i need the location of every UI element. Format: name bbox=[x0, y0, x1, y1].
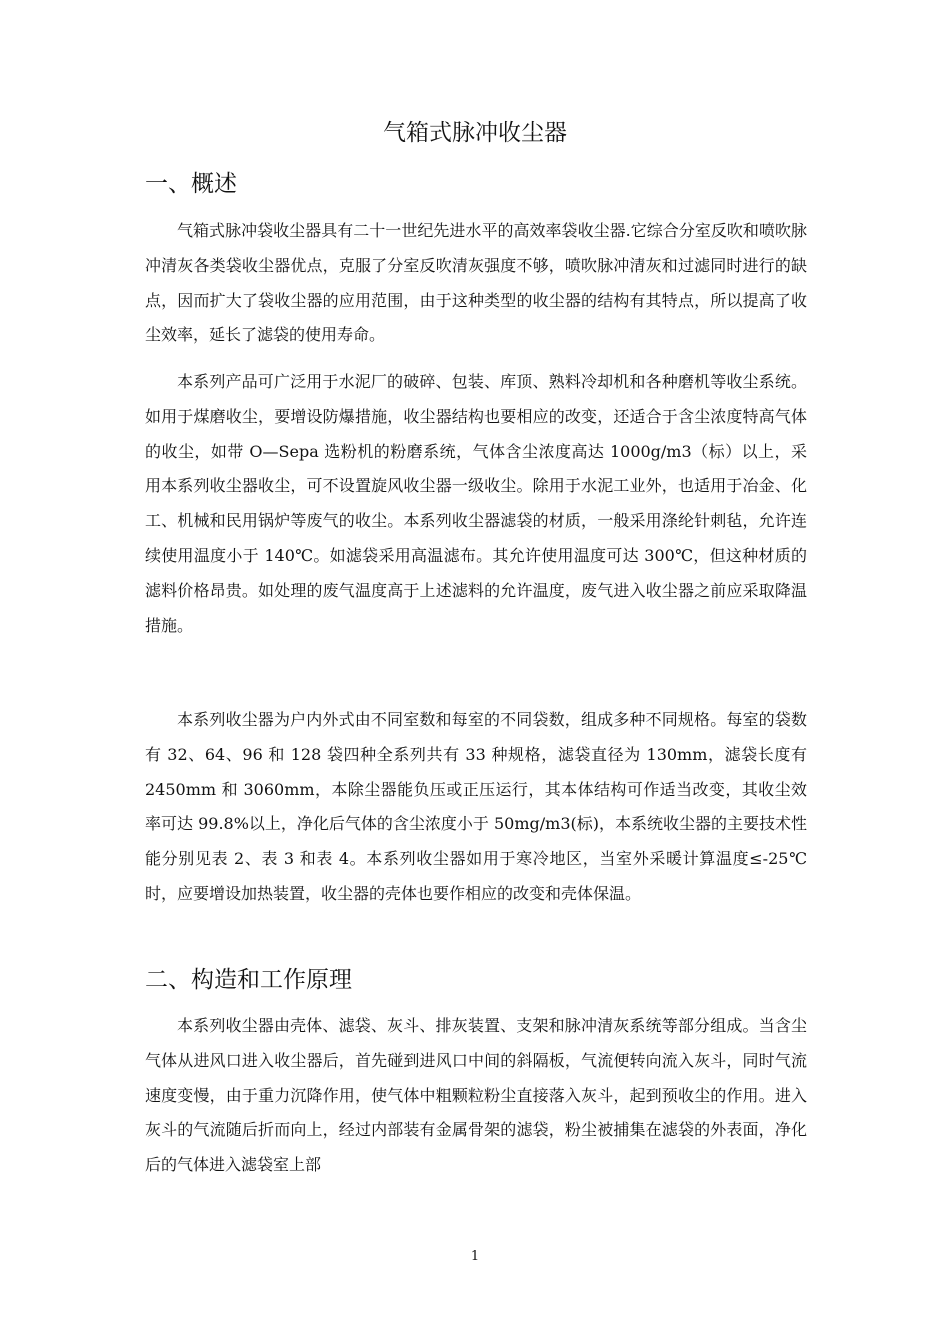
paragraph-structure-1: 本系列收尘器由壳体、滤袋、灰斗、排灰装置、支架和脉冲清灰系统等部分组成。当含尘气体从进风口进入收尘器后，首先碰到进风口中间的斜隔板，气流便转向流入灰斗，同时气流速度变慢，由于重力沉降作用，使气体中粗颗粒粉尘直接落入灰斗，起到预收尘的作用。进入灰斗的气流随后折而向上，经过内部装有金属骨架的滤袋，粉尘被捕集在滤袋的外表面，净化后的气体进入滤袋室上部 bbox=[145, 1016, 807, 1175]
document-title: 气箱式脉冲收尘器 bbox=[383, 120, 567, 146]
paragraph-overview-1: 气箱式脉冲袋收尘器具有二十一世纪先进水平的高效率袋收尘器.它综合分室反吹和喷吹脉冲清灰各类袋收尘器优点，克服了分室反吹清灰强度不够，喷吹脉冲清灰和过滤同时进行的缺点，因而扩大了袋收尘器的应用范围，由于这种类型的收尘器的结构有其特点，所以提高了收尘效率，延长了滤袋的使用寿命。 bbox=[145, 221, 807, 345]
paragraph-overview-3: 本系列收尘器为户内外式由不同室数和每室的不同袋数，组成多种不同规格。每室的袋数有 32、64、96 和 128 袋四种全系列共有 33 种规格，滤袋直径为 130mm，滤袋长度有 2450mm 和 3060mm，本除尘器能负压或正压运行，其本体结构可作适当改变，其收尘效率可达 99.8%以上，净化后气体的含尘浓度小于 50mg/m3(标)，本系统收尘器的主要技术性能分别见表 2、表 3 和表 4。本系列收尘器如用于寒冷地区，当室外采暖计算温度≤-25℃时，应要增设加热装置，收尘器的壳体也要作相应的改变和壳体保温。 bbox=[145, 710, 808, 903]
section-heading-overview: 一、概述 bbox=[145, 171, 237, 197]
paragraph-overview-2: 本系列产品可广泛用于水泥厂的破碎、包装、库顶、熟料冷却机和各种磨机等收尘系统。如用于煤磨收尘，要增设防爆措施，收尘器结构也要相应的改变，还适合于含尘浓度特高气体的收尘，如带 O—Sepa 选粉机的粉磨系统，气体含尘浓度高达 1000g/m3（标）以上，采用本系列收尘器收尘，可不设置旋风收尘器一级收尘。除用于水泥工业外，也适用于冶金、化工、机械和民用锅炉等废气的收尘。本系列收尘器滤袋的材质，一般采用涤纶针刺毡，允许连续使用温度小于 140℃。如滤袋采用高温滤布。其允许使用温度可达 300℃，但这种材质的滤料价格昂贵。如处理的废气温度高于上述滤料的允许温度，废气进入收尘器之前应采取降温措施。 bbox=[145, 372, 807, 635]
page-number: 1 bbox=[470, 1249, 480, 1264]
section-heading-structure: 二、构造和工作原理 bbox=[145, 967, 352, 993]
